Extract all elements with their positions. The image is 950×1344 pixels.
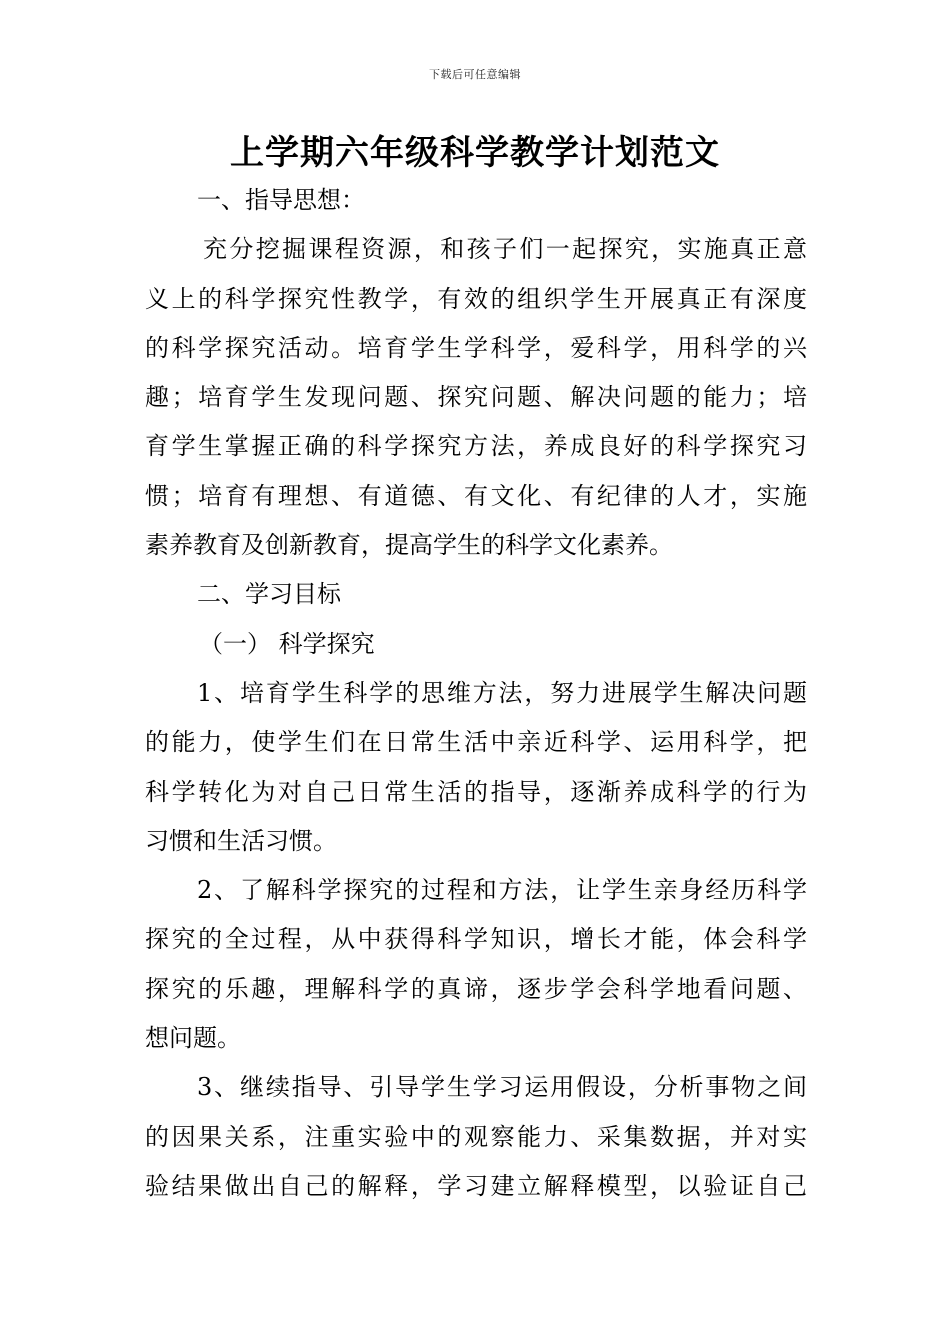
paragraph-line: 素养教育及创新教育，提高学生的科学文化素养。: [145, 531, 673, 560]
paragraph-line: 的能力，使学生们在日常生活中亲近科学、运用科学，把: [145, 728, 807, 757]
document-title: 上学期六年级科学教学计划范文: [230, 133, 720, 173]
paragraph-line: 1、培育学生科学的思维方法，努力进展学生解决问题: [197, 678, 807, 707]
paragraph-line: 验结果做出自己的解释，学习建立解释模型，以验证自己: [145, 1171, 807, 1200]
paragraph-line: 科学转化为对自己日常生活的指导，逐渐养成科学的行为: [145, 777, 807, 806]
paragraph-line: 2、了解科学探究的过程和方法，让学生亲身经历科学: [197, 876, 807, 905]
paragraph-line: 惯；培育有理想、有道德、有文化、有纪律的人才，实施: [145, 481, 807, 510]
document-body: [145, 176, 807, 1211]
paragraph-line: 充分挖掘课程资源，和孩子们一起探究，实施真正意: [203, 235, 807, 264]
paragraph-line: 趣；培育学生发现问题、探究问题、解决问题的能力；培: [145, 383, 807, 412]
paragraph-line: 探究的乐趣，理解科学的真谛，逐步学会科学地看问题、: [145, 974, 807, 1003]
paragraph-line: 习惯和生活习惯。: [145, 826, 337, 855]
paragraph-line: 的因果关系，注重实验中的观察能力、采集数据，并对实: [145, 1122, 807, 1151]
paragraph-line: 义上的科学探究性教学，有效的组织学生开展真正有深度: [145, 284, 807, 313]
paragraph-line: 探究的全过程，从中获得科学知识，增长才能，体会科学: [145, 925, 807, 954]
section-heading: 二、学习目标: [197, 580, 341, 609]
paragraph-line: 的科学探究活动。培育学生学科学，爱科学，用科学的兴: [145, 333, 807, 362]
paragraph-line: 育学生掌握正确的科学探究方法，养成良好的科学探究习: [145, 432, 807, 461]
header-note: 下载后可任意编辑: [429, 68, 521, 81]
paragraph-line: 想问题。: [145, 1024, 241, 1053]
section-heading: 一、指导思想：: [197, 186, 365, 214]
subsection-heading: （一） 科学探究: [199, 629, 375, 658]
paragraph-line: 3、继续指导、引导学生学习运用假设，分析事物之间: [197, 1073, 807, 1102]
